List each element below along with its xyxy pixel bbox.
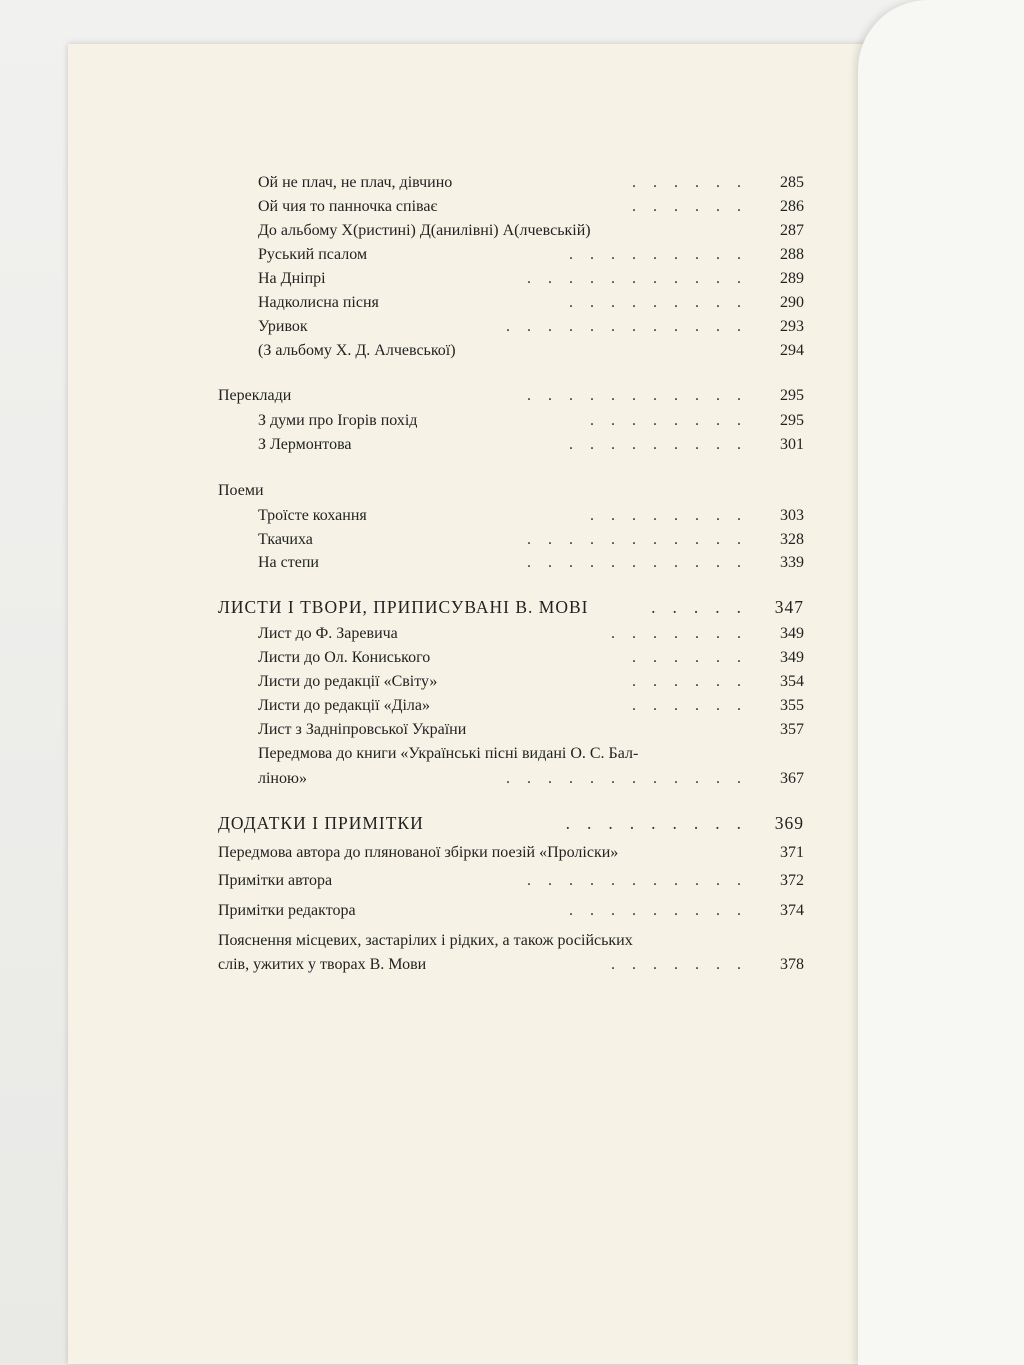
toc-entry-page: 349 bbox=[780, 649, 804, 666]
toc-entry-page: 295 bbox=[780, 412, 804, 429]
toc-entry-title: Троїсте кохання bbox=[258, 507, 367, 524]
toc-entry-title: Руський псалом bbox=[258, 246, 368, 263]
leader-dots: ........... bbox=[527, 531, 758, 548]
toc-entry bbox=[218, 528, 804, 552]
toc-entry-page: 303 bbox=[780, 507, 804, 524]
toc-entry-page: 328 bbox=[780, 531, 804, 548]
toc-entry bbox=[218, 767, 804, 791]
leader-dots: ...... bbox=[632, 649, 758, 666]
toc-entry bbox=[218, 267, 804, 291]
toc-part-title: ЛИСТИ І ТВОРИ, ПРИПИСУВАНІ В. МОВІ bbox=[218, 597, 589, 617]
toc-entry-title: До альбому Х(ристині) Д(анилівні) А(лчевській) bbox=[258, 222, 591, 239]
toc-entry-page: 294 bbox=[780, 342, 804, 359]
toc-section bbox=[218, 384, 804, 408]
toc-entry-page: 286 bbox=[780, 198, 804, 215]
leader-dots: ........... bbox=[527, 872, 758, 889]
leader-dots: ......... bbox=[569, 294, 758, 311]
toc-entry-page: 293 bbox=[780, 318, 804, 335]
toc-entry bbox=[218, 291, 804, 315]
leader-dots: ......... bbox=[569, 436, 758, 453]
leader-dots: ...... bbox=[632, 697, 758, 714]
toc-entry bbox=[218, 433, 804, 457]
toc-entry-title: Надколисна пісня bbox=[258, 294, 379, 311]
toc-entry-page: 355 bbox=[780, 697, 804, 714]
toc-entry-page: 357 bbox=[780, 721, 804, 738]
toc-entry-page: 287 bbox=[780, 222, 804, 239]
toc-section bbox=[218, 479, 804, 503]
toc-entry-title: Ткачиха bbox=[258, 531, 313, 548]
leader-dots: ...... bbox=[632, 198, 758, 215]
toc-part-page: 369 bbox=[774, 813, 804, 833]
toc-entry-page: 372 bbox=[780, 872, 804, 889]
toc-entry-title: (З альбому Х. Д. Алчевської) bbox=[258, 342, 456, 359]
toc-entry bbox=[218, 504, 804, 528]
toc-entry-title: Передмова автора до плянованої збірки поезій «Проліски» bbox=[218, 844, 619, 861]
toc-entry-title: Листи до редакції «Діла» bbox=[258, 697, 431, 714]
leader-dots: ..... bbox=[651, 597, 758, 617]
toc-entry-page: 371 bbox=[780, 844, 804, 861]
toc-entry-page: 354 bbox=[780, 673, 804, 690]
leader-dots: ............ bbox=[506, 770, 758, 787]
toc-entry bbox=[218, 694, 804, 718]
toc-entry-title: Примітки редактора bbox=[218, 902, 356, 919]
toc-entry-page: 285 bbox=[780, 174, 804, 191]
toc-entry-title: Лист до Ф. Заревича bbox=[258, 625, 398, 642]
toc-entry-title: З Лермонтова bbox=[258, 436, 352, 453]
toc-entry-title: Лист з Задніпровської України bbox=[258, 721, 467, 738]
toc-entry-title: Листи до Ол. Кониського bbox=[258, 649, 431, 666]
toc-entry bbox=[218, 841, 804, 865]
toc-entry bbox=[218, 646, 804, 670]
toc-entry-page: 290 bbox=[780, 294, 804, 311]
toc-entry bbox=[218, 171, 804, 195]
leader-dots: ........... bbox=[527, 554, 758, 571]
toc-entry-title: З думи про Ігорів похід bbox=[258, 412, 418, 429]
leader-dots: ............ bbox=[506, 318, 758, 335]
leader-dots: ........ bbox=[590, 412, 758, 429]
leader-dots: ...... bbox=[632, 174, 758, 191]
toc-entry-title: ліною» bbox=[258, 770, 307, 787]
leader-dots: ......... bbox=[565, 813, 758, 833]
toc-entry bbox=[218, 195, 804, 219]
toc-entry bbox=[218, 899, 804, 923]
toc-entry bbox=[218, 551, 804, 575]
leader-dots: ....... bbox=[611, 625, 758, 642]
toc-entry-page: 374 bbox=[780, 902, 804, 919]
toc-entry bbox=[218, 339, 804, 363]
toc-entry bbox=[218, 315, 804, 339]
toc-entry-title: Передмова до книги «Українські пісні видані О. С. Бал- bbox=[258, 745, 639, 762]
toc-part-title: ДОДАТКИ І ПРИМІТКИ bbox=[218, 813, 424, 833]
leader-dots: ........... bbox=[527, 270, 758, 287]
leader-dots: ......... bbox=[569, 902, 758, 919]
toc-section-title: Поеми bbox=[218, 482, 264, 499]
toc-part-page: 347 bbox=[774, 597, 804, 617]
toc-entry-title: Листи до редакції «Світу» bbox=[258, 673, 438, 690]
toc-entry-page: 289 bbox=[780, 270, 804, 287]
toc-entry bbox=[218, 622, 804, 646]
toc-entry-title: Ой чия то панночка співає bbox=[258, 198, 438, 215]
toc-entry-title: На Дніпрі bbox=[258, 270, 326, 287]
toc-entry bbox=[218, 953, 804, 977]
toc-entry bbox=[218, 869, 804, 893]
leader-dots: ........... bbox=[527, 387, 758, 404]
toc-entry-title: Примітки автора bbox=[218, 872, 333, 889]
toc-entry bbox=[218, 219, 804, 243]
toc-part bbox=[218, 595, 804, 619]
toc-entry-page: 349 bbox=[780, 625, 804, 642]
toc-entry-page: 378 bbox=[780, 956, 804, 973]
toc-entry-page: 339 bbox=[780, 554, 804, 571]
leader-dots: ........ bbox=[590, 507, 758, 524]
leader-dots: ......... bbox=[569, 246, 758, 263]
leader-dots: ...... bbox=[632, 673, 758, 690]
leader-dots: ....... bbox=[611, 956, 758, 973]
toc-entry bbox=[218, 409, 804, 433]
toc-section-title: Переклади bbox=[218, 387, 292, 404]
toc-section-page: 295 bbox=[780, 387, 804, 404]
toc-entry bbox=[218, 670, 804, 694]
toc-entry-page: 367 bbox=[780, 770, 804, 787]
toc-entry-title: Ой не плач, не плач, дівчино bbox=[258, 174, 453, 191]
toc-entry-title: Уривок bbox=[258, 318, 308, 335]
toc-entry-page: 288 bbox=[780, 246, 804, 263]
toc-entry bbox=[218, 718, 804, 742]
toc-entry bbox=[218, 243, 804, 267]
toc-part bbox=[218, 811, 804, 835]
toc-entry-title: слів, ужитих у творах В. Мови bbox=[218, 956, 427, 973]
toc-entry-page: 301 bbox=[780, 436, 804, 453]
toc-entry-title: На степи bbox=[258, 554, 319, 571]
toc-entry-title: Пояснення місцевих, застарілих і рідких, а також російських bbox=[218, 932, 633, 949]
